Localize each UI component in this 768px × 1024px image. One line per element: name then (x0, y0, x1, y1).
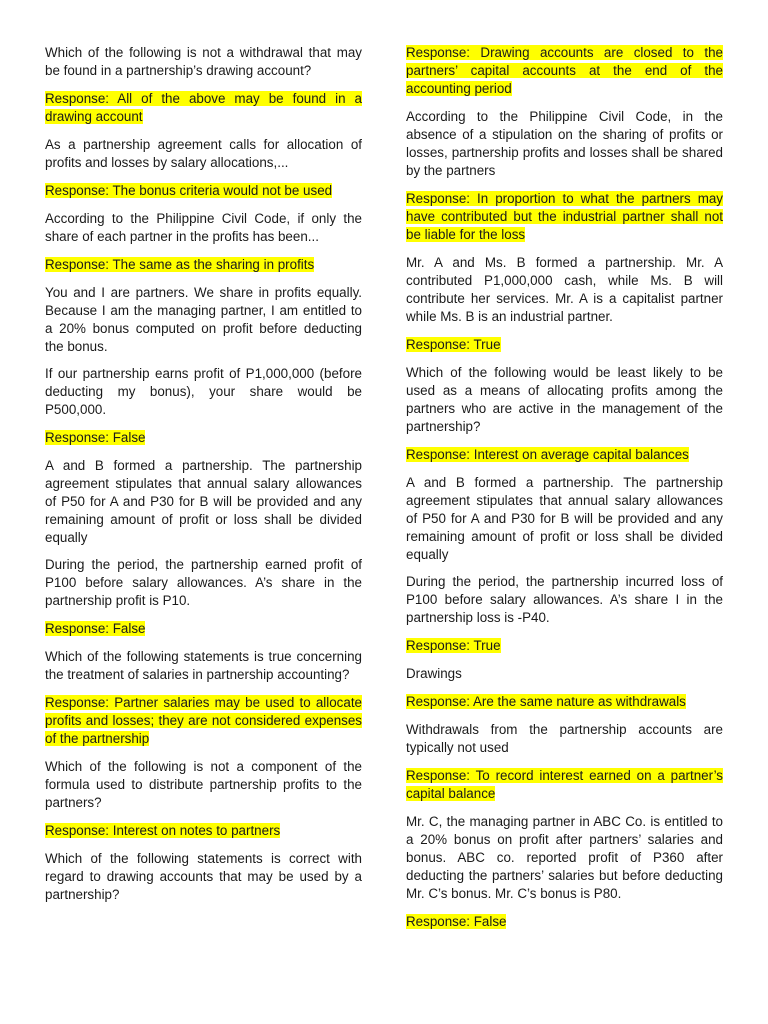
response-highlight (406, 44, 723, 98)
question-text: Mr. A and Ms. B formed a partnership. Mr. A contributed P1,000,000 cash, while Ms. B will contribute her services. Mr. A is a capitalist partner while Ms. B is an industrial partner. (406, 255, 723, 324)
question-text: During the period, the partnership incurred loss of P100 before salary allowances. A’s share I in the partnership loss is -P40. (406, 574, 723, 625)
response-highlight (406, 637, 723, 655)
question-text: As a partnership agreement calls for allocation of profits and losses by salary allocations,... (45, 137, 362, 170)
response-highlight (406, 446, 723, 464)
question-text: During the period, the partnership earned profit of P100 before salary allowances. A’s share in the partnership profit is P10. (45, 557, 362, 608)
question-text: According to the Philippine Civil Code, if only the share of each partner in the profits has been... (45, 211, 362, 244)
response-highlight (406, 336, 723, 354)
response-text: Response: All of the above may be found in a drawing account (45, 91, 362, 124)
response-text: Response: The same as the sharing in profits (45, 257, 315, 272)
response-text: Response: True (406, 638, 501, 653)
response-text: Response: Drawing accounts are closed to the partners’ capital accounts at the end of the accounting period (406, 45, 723, 96)
response-text: Response: In proportion to what the partners may have contributed but the industrial partner shall not be liable for the loss (406, 191, 723, 242)
response-text: Response: To record interest earned on a partner’s capital balance (406, 768, 723, 801)
response-text: Response: Interest on notes to partners (45, 823, 281, 838)
response-text: Response: Interest on average capital balances (406, 447, 689, 462)
response-highlight (45, 182, 362, 200)
response-text: Response: The bonus criteria would not be used (45, 183, 333, 198)
response-text: Response: Partner salaries may be used to allocate profits and losses; they are not considered expenses of the partnership (45, 695, 362, 746)
response-highlight (406, 913, 723, 931)
question-text: A and B formed a partnership. The partnership agreement stipulates that annual salary allowances of P50 for A and P30 for B will be provided and any remaining amount of profit or loss shall be divided equally (406, 475, 723, 562)
response-highlight (406, 190, 723, 244)
response-highlight (406, 767, 723, 803)
response-text: Response: False (45, 430, 146, 445)
left-column (45, 44, 362, 914)
question-text: A and B formed a partnership. The partnership agreement stipulates that annual salary allowances of P50 for A and P30 for B will be provided and any remaining amount of profit or loss shall be divided equally (45, 458, 362, 545)
question-text: Which of the following statements is correct with regard to drawing accounts that may be used by a partnership? (45, 851, 362, 902)
response-text: Response: False (406, 914, 507, 929)
question-text: You and I are partners. We share in profits equally. Because I am the managing partner, I am entitled to a 20% bonus computed on profit before deducting the bonus. (45, 285, 362, 354)
response-highlight (406, 693, 723, 711)
question-text: Which of the following would be least likely to be used as a means of allocating profits among the partners who are active in the management of the partnership? (406, 365, 723, 434)
response-highlight (45, 620, 362, 638)
question-text: According to the Philippine Civil Code, in the absence of a stipulation on the sharing of profits or losses, partnership profits and losses shall be shared by the partners (406, 109, 723, 178)
response-highlight (45, 429, 362, 447)
question-text: If our partnership earns profit of P1,000,000 (before deducting my bonus), your share would be P500,000. (45, 366, 362, 417)
question-text: Drawings (406, 666, 462, 681)
question-text: Withdrawals from the partnership accounts are typically not used (406, 722, 723, 755)
response-highlight (45, 694, 362, 748)
right-column (406, 44, 723, 941)
question-text: Which of the following statements is true concerning the treatment of salaries in partnership accounting? (45, 649, 362, 682)
question-text: Which of the following is not a component of the formula used to distribute partnership profits to the partners? (45, 759, 362, 810)
response-text: Response: Are the same nature as withdrawals (406, 694, 686, 709)
question-text: Which of the following is not a withdrawal that may be found in a partnership’s drawing account? (45, 45, 362, 78)
response-highlight (45, 822, 362, 840)
response-text: Response: False (45, 621, 146, 636)
question-text: Mr. C, the managing partner in ABC Co. is entitled to a 20% bonus on profit after partners’ salaries and bonus. ABC co. reported profit of P360 after deducting the partners’ salaries but before deducting Mr. C’s bonus. Mr. C’s bonus is P80. (406, 814, 723, 901)
response-text: Response: True (406, 337, 501, 352)
response-highlight (45, 90, 362, 126)
response-highlight (45, 256, 362, 274)
